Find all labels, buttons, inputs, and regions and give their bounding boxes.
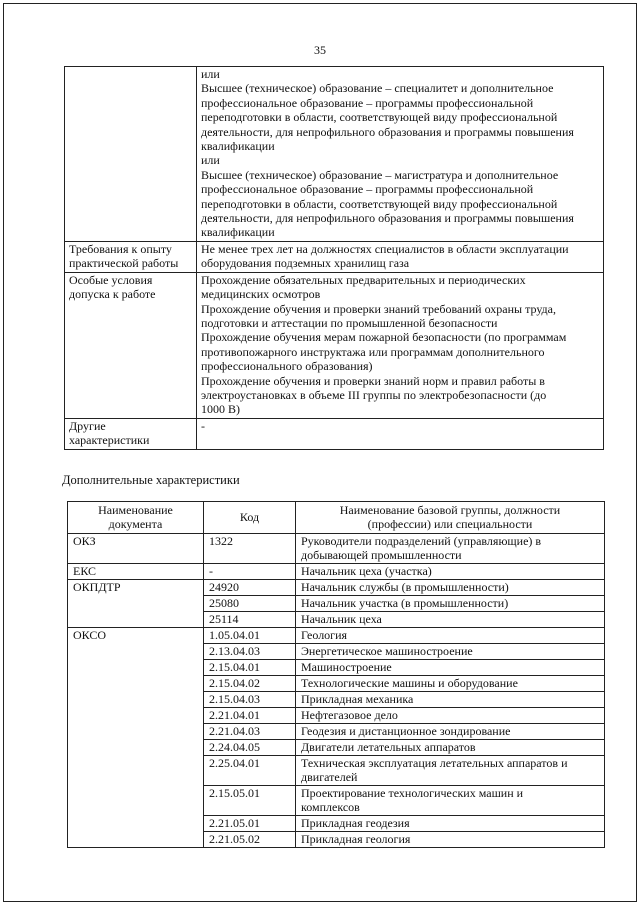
- codes-row: [68, 580, 605, 596]
- requirement-value-line: квалификации: [201, 139, 275, 154]
- name-cell-line: Геология: [301, 628, 348, 642]
- requirement-value-line: Не менее трех лет на должностях специалистов в области эксплуатации: [201, 241, 569, 256]
- name-cell-line: комплексов: [301, 800, 360, 814]
- header-name-line: (профессии) или специальности: [367, 517, 533, 531]
- requirement-value-line: противопожарного инструктажа или программам дополнительного: [201, 344, 545, 359]
- requirement-value-line: деятельности, для непрофильного образования и программы повышения: [201, 124, 574, 139]
- name-cell: [296, 580, 605, 596]
- name-cell: [296, 832, 605, 848]
- name-cell: [296, 660, 605, 676]
- code-cell: 2.15.04.03: [204, 692, 296, 708]
- header-document-line: документа: [108, 517, 163, 531]
- code-cell: 25114: [204, 612, 296, 628]
- requirements-table: [64, 66, 604, 450]
- requirement-value-line: Прохождение обучения мерам пожарной безопасности (по программам: [201, 330, 567, 345]
- name-cell-line: Прикладная механика: [301, 692, 414, 706]
- name-cell-line: Начальник службы (в промышленности): [301, 580, 509, 594]
- additional-characteristics-table: [67, 501, 605, 848]
- name-cell-line: Нефтегазовое дело: [301, 708, 398, 722]
- requirement-label-line: характеристики: [69, 433, 150, 448]
- requirement-label: [65, 418, 197, 449]
- name-cell: [296, 644, 605, 660]
- name-cell-line: Начальник участка (в промышленности): [301, 596, 509, 610]
- document-cell: ОКПДТР: [68, 580, 204, 628]
- requirement-value-line: медицинских осмотров: [201, 287, 321, 302]
- code-cell: 25080: [204, 596, 296, 612]
- requirement-value-line: Прохождение обязательных предварительных и периодических: [201, 272, 526, 287]
- requirement-value-line: профессионального образования): [201, 359, 373, 374]
- name-cell-line: Геодезия и дистанционное зондирование: [301, 724, 511, 738]
- name-cell: [296, 676, 605, 692]
- code-cell: 2.24.04.05: [204, 740, 296, 756]
- name-cell-line: Технологические машины и оборудование: [301, 676, 518, 690]
- name-cell: [296, 756, 605, 786]
- header-name: [296, 502, 605, 534]
- code-cell: -: [204, 564, 296, 580]
- requirement-value-line: электроустановках в объеме III группы по электробезопасности (до: [201, 387, 547, 402]
- name-cell-line: Начальник цеха: [301, 612, 382, 626]
- document-cell: ЕКС: [68, 564, 204, 580]
- requirement-value-line: Высшее (техническое) образование – магистратура и дополнительное: [201, 167, 559, 182]
- name-cell-line: Прикладная геология: [301, 832, 411, 846]
- code-cell: 2.21.04.01: [204, 708, 296, 724]
- header-code-line: Код: [239, 510, 260, 524]
- code-cell: 2.13.04.03: [204, 644, 296, 660]
- name-cell: [296, 692, 605, 708]
- requirement-value: [197, 241, 604, 272]
- requirement-value-line: деятельности, для непрофильного образования и программы повышения: [201, 211, 574, 226]
- requirement-row: [65, 241, 604, 272]
- requirement-value-line: или: [201, 67, 220, 81]
- requirement-label: [65, 272, 197, 418]
- requirement-value-line: 1000 В): [201, 402, 240, 417]
- requirement-value: [197, 67, 604, 242]
- header-name-line: Наименование базовой группы, должности: [339, 503, 561, 517]
- requirement-label-line: допуска к работе: [69, 287, 156, 302]
- requirement-value-line: квалификации: [201, 225, 275, 240]
- code-cell: 2.15.04.02: [204, 676, 296, 692]
- requirement-row: [65, 418, 604, 449]
- document-cell: ОКЗ: [68, 534, 204, 564]
- name-cell-line: Двигатели летательных аппаратов: [301, 740, 476, 754]
- code-cell: 1.05.04.01: [204, 628, 296, 644]
- requirement-row: [65, 67, 604, 242]
- codes-row: [68, 628, 605, 644]
- requirement-label-line: Другие: [69, 418, 106, 433]
- name-cell: [296, 740, 605, 756]
- code-cell: 2.25.04.01: [204, 756, 296, 786]
- requirement-value-line: Высшее (техническое) образование – специалитет и дополнительное: [201, 81, 554, 96]
- requirement-value: [197, 272, 604, 418]
- requirement-label: [65, 241, 197, 272]
- name-cell-line: двигателей: [301, 770, 358, 784]
- name-cell: [296, 534, 605, 564]
- code-cell: 2.15.04.01: [204, 660, 296, 676]
- name-cell: [296, 786, 605, 816]
- page-number: 35: [314, 43, 326, 57]
- requirement-value-line: переподготовки в области, соответствующей виду профессиональной: [201, 110, 558, 125]
- document-cell: ОКСО: [68, 628, 204, 848]
- requirement-label: [65, 67, 197, 242]
- requirement-value: [197, 418, 604, 449]
- name-cell-line: Руководители подразделений (управляющие) в: [301, 534, 542, 548]
- code-cell: 24920: [204, 580, 296, 596]
- name-cell: [296, 816, 605, 832]
- code-cell: 2.15.05.01: [204, 786, 296, 816]
- name-cell-line: Начальник цеха (участка): [301, 564, 432, 578]
- name-cell: [296, 628, 605, 644]
- requirement-value-line: подготовки и аттестации по промышленной безопасности: [201, 315, 498, 330]
- requirement-value-line: или: [201, 153, 220, 168]
- header-document-line: Наименование: [98, 503, 173, 517]
- requirement-label-line: практической работы: [69, 256, 179, 271]
- requirement-row: [65, 272, 604, 418]
- name-cell-line: добывающей промышленности: [301, 548, 462, 562]
- codes-row: [68, 564, 605, 580]
- name-cell-line: Машиностроение: [301, 660, 392, 674]
- requirement-value-line: Прохождение обучения и проверки знаний норм и правил работы в: [201, 373, 545, 388]
- additional-characteristics-title: Дополнительные характеристики: [62, 473, 240, 487]
- codes-header-row: [68, 502, 605, 534]
- name-cell: [296, 596, 605, 612]
- requirement-value-line: оборудования подземных хранилищ газа: [201, 256, 410, 271]
- codes-row: [68, 534, 605, 564]
- name-cell-line: Энергетическое машиностроение: [301, 644, 473, 658]
- name-cell-line: Техническая эксплуатация летательных аппаратов и: [301, 756, 568, 770]
- name-cell-line: Проектирование технологических машин и: [301, 786, 524, 800]
- requirement-label-line: Особые условия: [69, 272, 153, 287]
- name-cell-line: Прикладная геодезия: [301, 816, 410, 830]
- requirement-value-line: переподготовки в области, соответствующей виду профессиональной: [201, 196, 558, 211]
- requirement-label-line: Требования к опыту: [69, 241, 172, 256]
- code-cell: 2.21.05.02: [204, 832, 296, 848]
- code-cell: 1322: [204, 534, 296, 564]
- code-cell: 2.21.05.01: [204, 816, 296, 832]
- header-document: [68, 502, 204, 534]
- requirement-value-line: -: [201, 418, 205, 433]
- name-cell: [296, 564, 605, 580]
- name-cell: [296, 724, 605, 740]
- requirement-value-line: профессиональное образование – программы профессиональной: [201, 182, 534, 197]
- name-cell: [296, 708, 605, 724]
- requirement-value-line: профессиональное образование – программы профессиональной: [201, 95, 534, 110]
- requirement-value-line: Прохождение обучения и проверки знаний требований охраны труда,: [201, 301, 556, 316]
- name-cell: [296, 612, 605, 628]
- code-cell: 2.21.04.03: [204, 724, 296, 740]
- header-code: [204, 502, 296, 534]
